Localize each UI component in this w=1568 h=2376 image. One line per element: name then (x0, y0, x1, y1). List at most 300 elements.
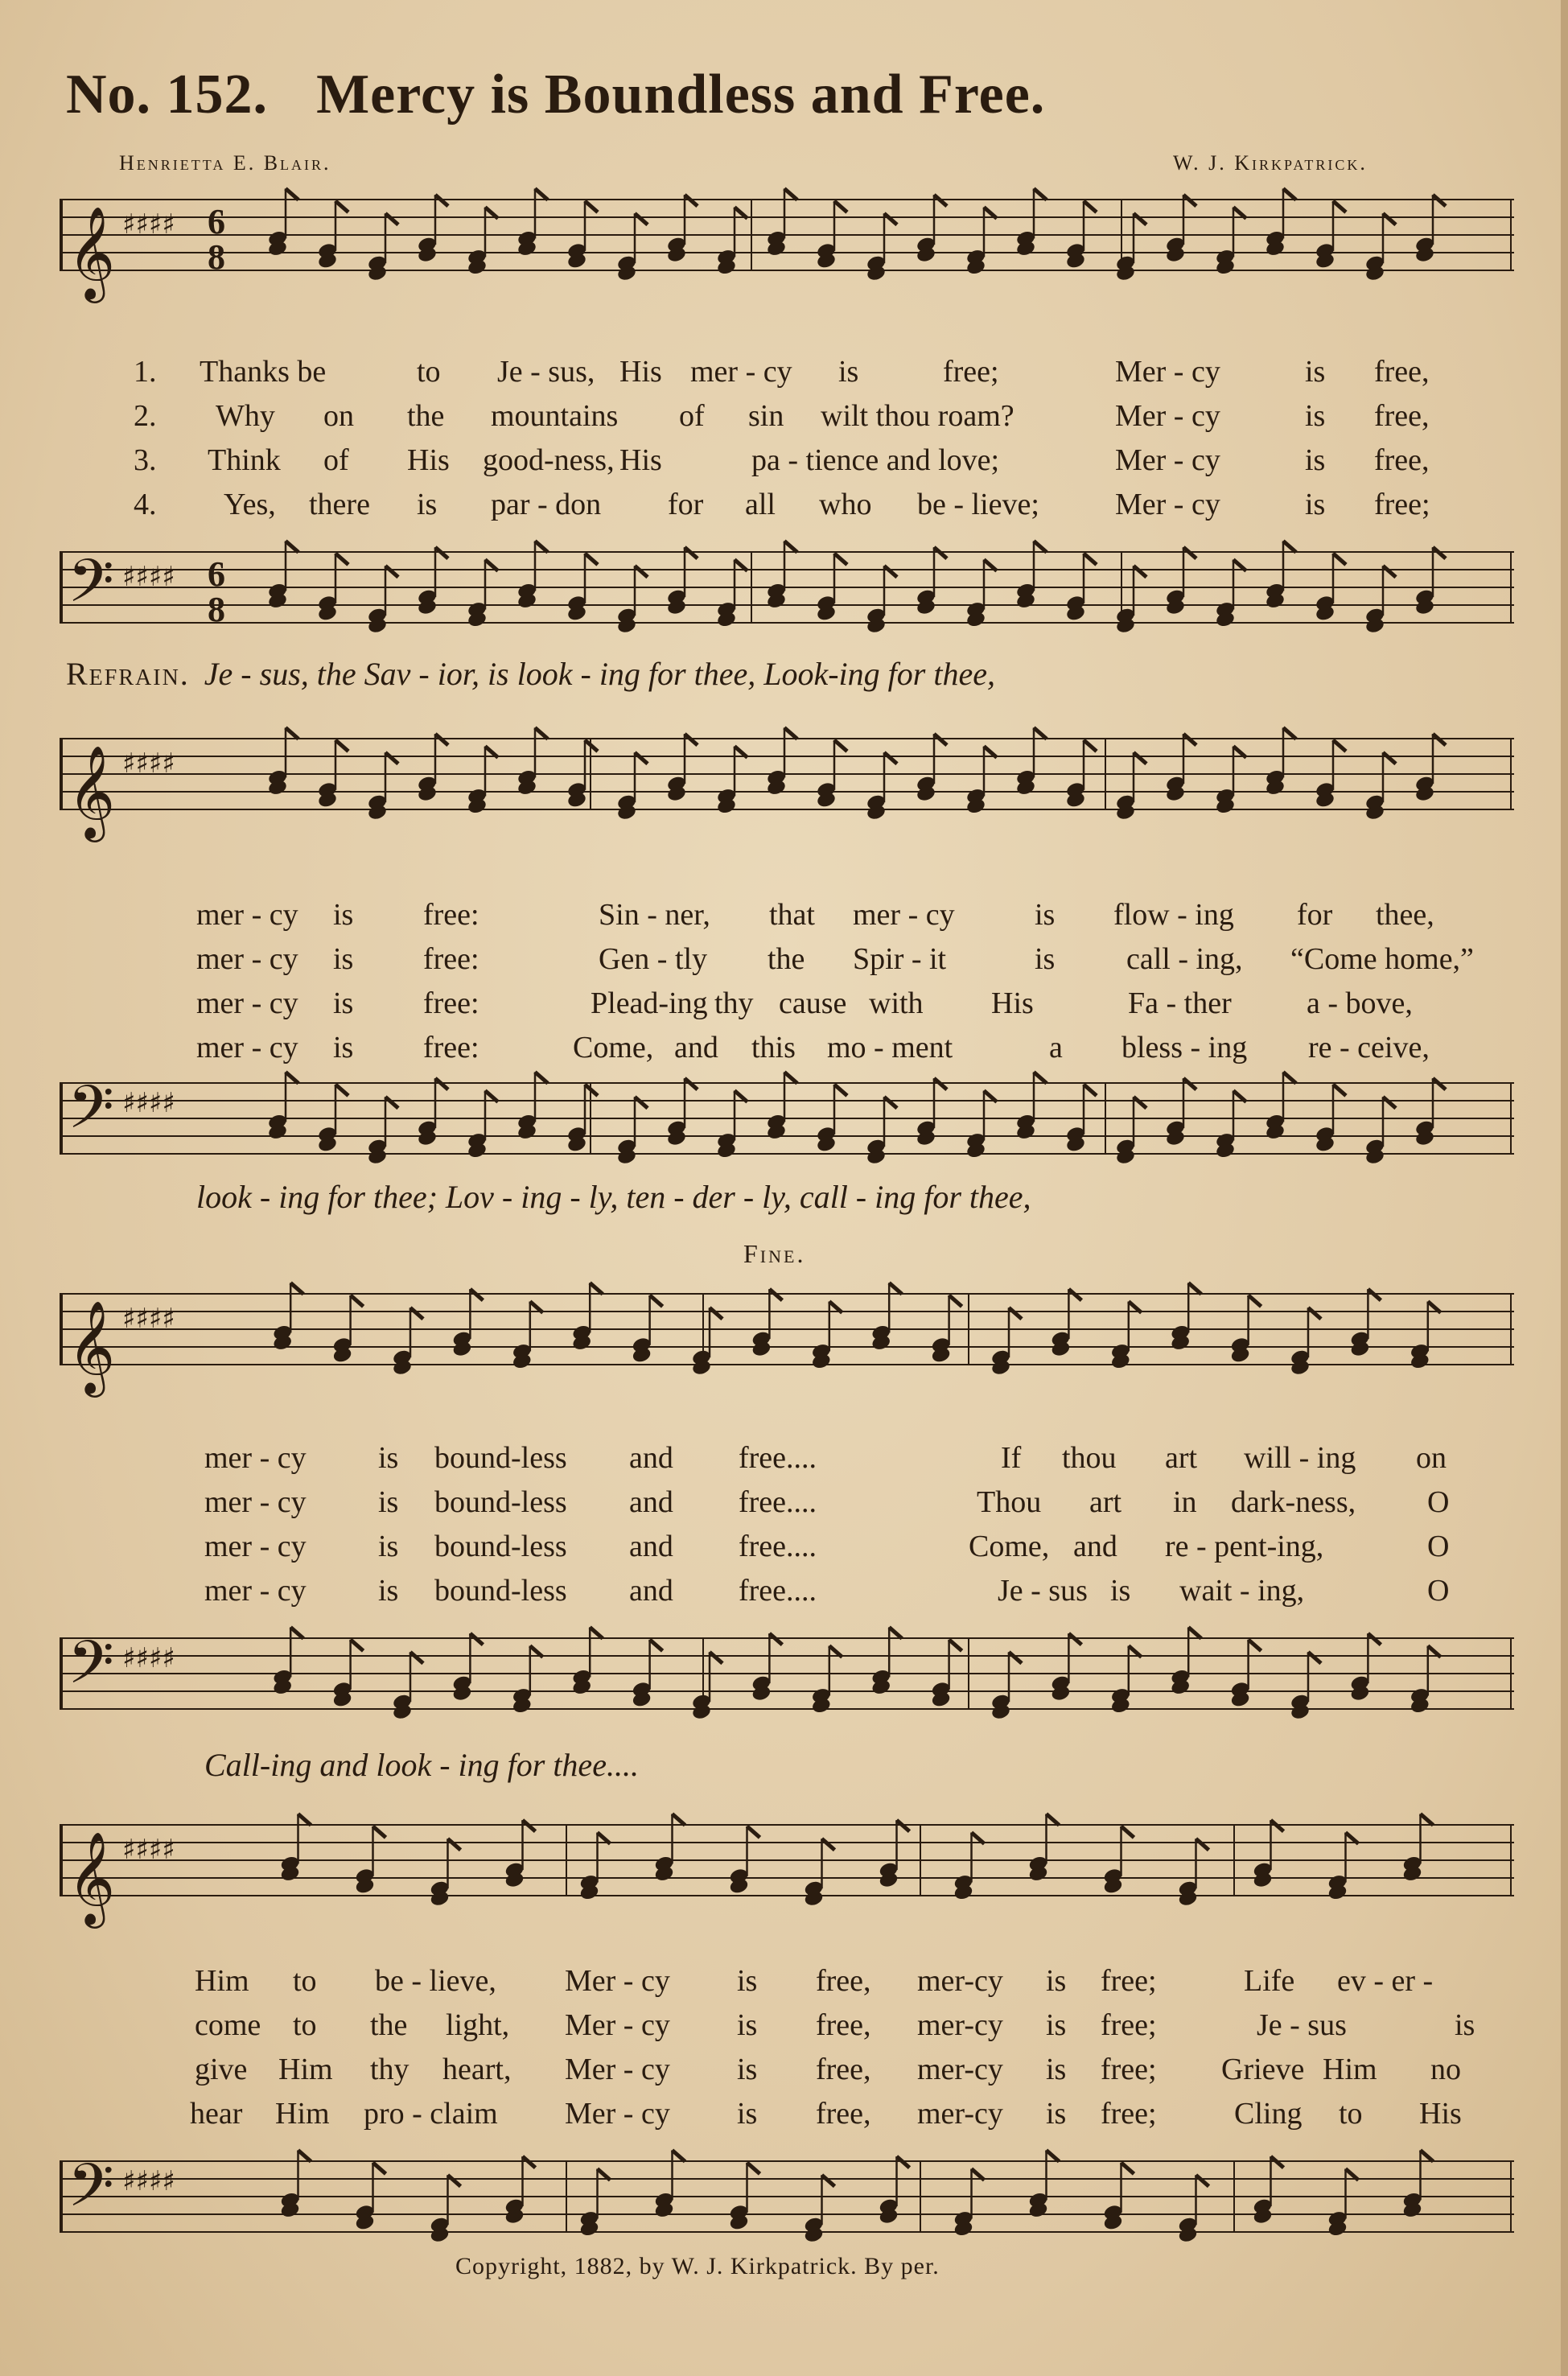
note-flag (435, 195, 448, 206)
note-flag (298, 1814, 311, 1825)
music-system-3 (60, 1239, 1514, 1722)
lyric: Cling (1234, 2097, 1303, 2131)
lyric: Sin - ner, (599, 898, 710, 932)
note-flag (1068, 1289, 1081, 1300)
lyric: His (407, 443, 450, 477)
lyric: to (417, 355, 441, 389)
note-flag (1047, 2150, 1060, 2161)
note-flag (335, 201, 348, 212)
lyric: ev - er - (1337, 1964, 1434, 1998)
lyric: be - lieve, (375, 1964, 496, 1998)
note-flag (1333, 201, 1346, 212)
lyric: of (323, 443, 349, 477)
note-flag (1383, 566, 1396, 577)
lyric: and (629, 1530, 673, 1563)
treble-staff-1 (60, 185, 1514, 314)
note-flag (1084, 1085, 1097, 1096)
note-flag (290, 1627, 303, 1638)
note-flag (934, 195, 947, 206)
lyric: for (668, 488, 704, 521)
note-flag (1183, 195, 1196, 206)
lyric: Think (208, 443, 281, 477)
treble-clef-icon: 𝄞 (68, 744, 116, 838)
lyric: thee, (1376, 898, 1434, 932)
lyric: Gen - tly (599, 942, 708, 976)
verse-line (60, 2096, 1514, 2138)
lyric: “Come home,” (1290, 942, 1474, 976)
bass-staff-4 (60, 2140, 1514, 2253)
note-flag (1034, 188, 1047, 200)
verse-number: 1. (134, 355, 157, 389)
note-flag (769, 1289, 782, 1300)
lyric: mer - cy (690, 355, 792, 389)
lyric: to (1339, 2097, 1363, 2131)
lyric: His (619, 443, 662, 477)
key-signature-sharps: ♯♯♯♯ (122, 1303, 175, 1335)
lyric: free; (1374, 488, 1430, 521)
note-flag (1034, 541, 1047, 552)
note-flag (934, 734, 947, 745)
hymn-title: Mercy is Boundless and Free. (316, 64, 1046, 126)
note-flag (1333, 1085, 1346, 1096)
lyric: and (1073, 1530, 1117, 1563)
lyric: is (1046, 2008, 1067, 2042)
lyric: is (378, 1574, 399, 1608)
lyric: Je - sus (1257, 2008, 1347, 2042)
verse-line (60, 986, 1514, 1027)
time-signature-bottom: 8 (208, 237, 225, 277)
refrain-bass-text-1 (66, 655, 995, 693)
lyric: no (1430, 2053, 1461, 2086)
fine-marking: Fine. (743, 1239, 806, 1268)
note-flag (710, 1652, 722, 1663)
lyric: thy (370, 2053, 409, 2086)
staff-lines (60, 1825, 1514, 1896)
lyric: that (769, 898, 815, 932)
note-flag (1196, 2175, 1209, 2186)
bass-staff-2 (60, 1062, 1514, 1175)
note-flag (435, 734, 448, 745)
lyric: is (1046, 2053, 1067, 2086)
lyric: will - ing (1244, 1441, 1356, 1475)
note-flag (335, 740, 348, 752)
note-flag (884, 752, 897, 764)
note-flag (1084, 740, 1097, 752)
note-flag (1068, 1633, 1081, 1645)
lyric: wilt thou roam? (821, 399, 1014, 433)
note-flag (1009, 1307, 1022, 1319)
key-signature-sharps: ♯♯♯♯ (122, 1834, 175, 1866)
lyric: mer - cy (204, 1485, 307, 1519)
time-signature-top: 6 (208, 554, 225, 594)
treble-staff-4 (60, 1810, 1514, 1939)
note-flag (1134, 566, 1146, 577)
note-flag (1333, 554, 1346, 565)
lyric: pro - claim (364, 2097, 498, 2131)
note-flag (373, 1826, 386, 1838)
note-flag (351, 1640, 364, 1651)
hymn-title-line (66, 63, 1093, 127)
note-flag (884, 1097, 897, 1108)
lyric: Je - sus, (497, 355, 595, 389)
lyric: Spir - it (853, 942, 947, 976)
note-flag (385, 1097, 398, 1108)
note-flag (286, 541, 298, 552)
lyric: is (1035, 898, 1056, 932)
lyric: is (417, 488, 438, 521)
lyric: to (293, 2008, 317, 2042)
note-flag (834, 201, 847, 212)
lyric: the (768, 942, 805, 976)
lyric: flow - ing (1113, 898, 1234, 932)
note-flag (385, 566, 398, 577)
lyric: par - don (491, 488, 602, 521)
lyric: Grieve (1221, 2053, 1305, 2086)
lyric: with (869, 986, 924, 1020)
note-flag (1084, 554, 1097, 565)
note-flag (385, 752, 398, 764)
verse-number: 2. (134, 399, 157, 433)
lyric: thou (1062, 1441, 1117, 1475)
lyric: be - lieve; (917, 488, 1039, 521)
note-flag (1283, 541, 1296, 552)
copyright-notice: Copyright, 1882, by W. J. Kirkpatrick. By per. (455, 2253, 940, 2279)
lyric: is (1305, 399, 1326, 433)
lyric: is (333, 1031, 354, 1064)
note-flag (784, 541, 797, 552)
lyric: for (1297, 898, 1333, 932)
lyric: Mer - cy (565, 2053, 670, 2086)
lyric: is (378, 1485, 399, 1519)
refrain-bass-text-2: look - ing for thee; Lov - ing - ly, ten - der - ly, call - ing for thee, (196, 1179, 1031, 1215)
lyric: free, (1374, 443, 1430, 477)
note-flag (1383, 1097, 1396, 1108)
note-flag (470, 1633, 483, 1645)
lyric: a - bove, (1307, 986, 1413, 1020)
verse-line (60, 354, 1514, 396)
lyric: art (1165, 1441, 1198, 1475)
lyric: is (737, 2097, 758, 2131)
lyric: the (370, 2008, 408, 2042)
lyric: Mer - cy (565, 1964, 670, 1998)
lyric: free; (1101, 1964, 1157, 1998)
lyric: and (629, 1574, 673, 1608)
note-flag (685, 1078, 698, 1089)
note-flag (685, 547, 698, 558)
lyric: free: (423, 898, 479, 932)
lyric: Why (216, 399, 275, 433)
note-flag (1183, 547, 1196, 558)
note-flag (535, 541, 548, 552)
note-flag (1183, 1078, 1196, 1089)
lyric: is (333, 942, 354, 976)
lyric: light, (446, 2008, 510, 2042)
note-flag (1333, 740, 1346, 752)
lyric: free, (816, 2097, 871, 2131)
lyric: bound-less (434, 1441, 567, 1475)
lyric: on (323, 399, 354, 433)
note-flag (448, 2175, 461, 2186)
lyric: Him (275, 2097, 330, 2131)
verse-line (60, 2007, 1514, 2049)
lyric: free, (816, 2008, 871, 2042)
lyric: hear (190, 2097, 243, 2131)
lyric: on (1416, 1441, 1447, 1475)
key-signature-sharps: ♯♯♯♯ (122, 208, 175, 241)
note-flag (1368, 1289, 1381, 1300)
note-flag (585, 201, 598, 212)
verse-line (60, 1529, 1514, 1571)
note-flag (410, 1652, 423, 1663)
lyric: and (629, 1441, 673, 1475)
lyric: sin (748, 399, 784, 433)
note-flag (1383, 213, 1396, 224)
note-flag (1196, 1839, 1209, 1850)
lyric: free, (1374, 355, 1430, 389)
note-flag (685, 195, 698, 206)
note-flag (1283, 1072, 1296, 1083)
note-flag (1188, 1627, 1201, 1638)
note-flag (470, 1289, 483, 1300)
note-flag (590, 1283, 603, 1294)
note-flag (784, 188, 797, 200)
lyric: free: (423, 942, 479, 976)
note-flag (1249, 1295, 1261, 1307)
note-flag (410, 1307, 423, 1319)
note-flag (1308, 1652, 1321, 1663)
note-flag (1421, 2150, 1434, 2161)
lyric: Life (1244, 1964, 1295, 1998)
lyric: is (1046, 1964, 1067, 1998)
lyric: re - ceive, (1308, 1031, 1430, 1064)
note-flag (884, 213, 897, 224)
lyric: mer - cy (196, 942, 298, 976)
bass-clef-icon: 𝄢 (68, 2151, 114, 2235)
lyric: the (407, 399, 445, 433)
lyric: Mer - cy (565, 2097, 670, 2131)
note-flag (298, 2150, 311, 2161)
lyric: mer-cy (917, 2008, 1003, 2042)
lyric: free.... (739, 1485, 817, 1519)
note-flag (1084, 201, 1097, 212)
lyric: is (378, 1441, 399, 1475)
verse-line (60, 1963, 1514, 2005)
lyric: Him (278, 2053, 333, 2086)
note-flag (949, 1295, 962, 1307)
lyric: bound-less (434, 1485, 567, 1519)
composer-credit: W. J. Kirkpatrick. (1173, 151, 1368, 175)
note-flag (834, 740, 847, 752)
note-flag (635, 566, 648, 577)
treble-clef-icon: 𝄞 (68, 1299, 116, 1394)
staff-lines (60, 2161, 1514, 2232)
lyric: is (1305, 488, 1326, 521)
lyric: mer - cy (196, 986, 298, 1020)
note-flag (1271, 1820, 1284, 1831)
note-flag (335, 1085, 348, 1096)
note-flag (710, 1307, 722, 1319)
verse-number: 3. (134, 443, 157, 477)
verse-line (60, 1573, 1514, 1615)
note-flag (1433, 547, 1446, 558)
lyric: free; (1101, 2008, 1157, 2042)
lyric: His (1419, 2097, 1462, 2131)
bass-clef-icon: 𝄢 (68, 1628, 114, 1712)
lyric: mer - cy (204, 1530, 307, 1563)
lyric: is (333, 898, 354, 932)
note-flag (784, 1072, 797, 1083)
lyric: is (1110, 1574, 1131, 1608)
note-flag (1188, 1283, 1201, 1294)
note-flag (1183, 734, 1196, 745)
lyric: Him (1323, 2053, 1377, 2086)
lyric: Mer - cy (1115, 355, 1220, 389)
lyric: mountains (491, 399, 619, 433)
note-flag (635, 213, 648, 224)
key-signature-sharps: ♯♯♯♯ (122, 747, 175, 780)
note-flag (822, 2175, 835, 2186)
lyric: of (679, 399, 705, 433)
lyric: is (1455, 2008, 1475, 2042)
lyric: bound-less (434, 1574, 567, 1608)
lyric: heart, (442, 2053, 512, 2086)
lyric: O (1427, 1485, 1450, 1519)
note-flag (747, 1826, 760, 1838)
page-binding-edge (1561, 0, 1568, 2376)
note-flag (949, 1640, 962, 1651)
verse-line (60, 1484, 1514, 1526)
note-flag (1433, 734, 1446, 745)
lyric: and (674, 1031, 718, 1064)
note-flag (1047, 1814, 1060, 1825)
lyric: Mer - cy (565, 2008, 670, 2042)
lyric: free; (1101, 2097, 1157, 2131)
note-flag (934, 1078, 947, 1089)
lyric: is (1035, 942, 1056, 976)
lyric: who (819, 488, 872, 521)
note-flag (1283, 188, 1296, 200)
note-flag (1271, 2156, 1284, 2168)
note-flag (286, 188, 298, 200)
note-flag (1121, 1826, 1134, 1838)
verse-line (60, 398, 1514, 440)
lyric: thy (714, 986, 754, 1020)
note-flag (650, 1640, 663, 1651)
lyric: Him (195, 1964, 249, 1998)
note-flag (1034, 1072, 1047, 1083)
verse-line (60, 941, 1514, 983)
note-flag (1134, 213, 1146, 224)
note-flag (535, 1072, 548, 1083)
note-flag (650, 1295, 663, 1307)
note-flag (834, 554, 847, 565)
lyric: cause (779, 986, 847, 1020)
time-signature-top: 6 (208, 202, 225, 241)
verse-line (60, 2052, 1514, 2094)
key-signature-sharps: ♯♯♯♯ (122, 1087, 175, 1119)
note-flag (523, 2156, 536, 2168)
note-flag (822, 1839, 835, 1850)
note-flag (286, 1072, 298, 1083)
music-system-4 (60, 1810, 1514, 2245)
hymn-number: No. 152. (66, 64, 269, 126)
lyric: is (838, 355, 859, 389)
lyric: to (293, 1964, 317, 1998)
lyric: is (333, 986, 354, 1020)
note-flag (290, 1283, 303, 1294)
lyric: Fa - ther (1128, 986, 1232, 1020)
note-flag (1308, 1307, 1321, 1319)
lyric: is (737, 2053, 758, 2086)
lyric: mer - cy (196, 1031, 298, 1064)
lyric: come (195, 2008, 261, 2042)
note-flag (1134, 752, 1146, 764)
note-flag (1368, 1633, 1381, 1645)
lyric: give (195, 2053, 248, 2086)
lyric: is (737, 1964, 758, 1998)
verse-line (60, 487, 1514, 529)
key-signature-sharps: ♯♯♯♯ (122, 2165, 175, 2197)
note-flag (385, 213, 398, 224)
lyric: free.... (739, 1574, 817, 1608)
music-system-1 (60, 185, 1514, 668)
lyric: this (751, 1031, 796, 1064)
bass-staff-3 (60, 1617, 1514, 1730)
lyric: art (1089, 1485, 1122, 1519)
note-flag (635, 1097, 648, 1108)
note-flag (1283, 727, 1296, 739)
lyric: If (1001, 1441, 1022, 1475)
lyricist-credit: Henrietta E. Blair. (119, 151, 331, 175)
lyric: Je - sus (998, 1574, 1088, 1608)
lyric: is (1305, 443, 1326, 477)
lyric: mer-cy (917, 2053, 1003, 2086)
lyric: re - pent-ing, (1165, 1530, 1324, 1563)
note-flag (351, 1295, 364, 1307)
lyric: Mer - cy (1115, 443, 1220, 477)
lyric: Come, (969, 1530, 1050, 1563)
note-flag (635, 752, 648, 764)
lyric: is (737, 2008, 758, 2042)
note-flag (448, 1839, 461, 1850)
lyric: mer-cy (917, 2097, 1003, 2131)
lyric: mo - ment (827, 1031, 953, 1064)
note-flag (934, 547, 947, 558)
lyric: call - ing, (1126, 942, 1243, 976)
lyric: in (1173, 1485, 1197, 1519)
note-flag (897, 1820, 910, 1831)
note-flag (747, 2163, 760, 2174)
note-flag (834, 1085, 847, 1096)
lyric: a (1049, 1031, 1063, 1064)
lyric: wait - ing, (1179, 1574, 1305, 1608)
note-flag (1433, 195, 1446, 206)
treble-staff-2 (60, 724, 1514, 853)
lyric: is (378, 1530, 399, 1563)
note-flag (884, 566, 897, 577)
lyric: free.... (739, 1530, 817, 1563)
lyric: O (1427, 1574, 1450, 1608)
lyric: Plead-ing (591, 986, 708, 1020)
lyric: O (1427, 1530, 1450, 1563)
lyric: Come, (573, 1031, 654, 1064)
note-flag (1121, 2163, 1134, 2174)
lyric: free: (423, 1031, 479, 1064)
lyric: Mer - cy (1115, 488, 1220, 521)
note-flag (889, 1627, 902, 1638)
lyric: there (309, 488, 370, 521)
lyric: Yes, (224, 488, 276, 521)
